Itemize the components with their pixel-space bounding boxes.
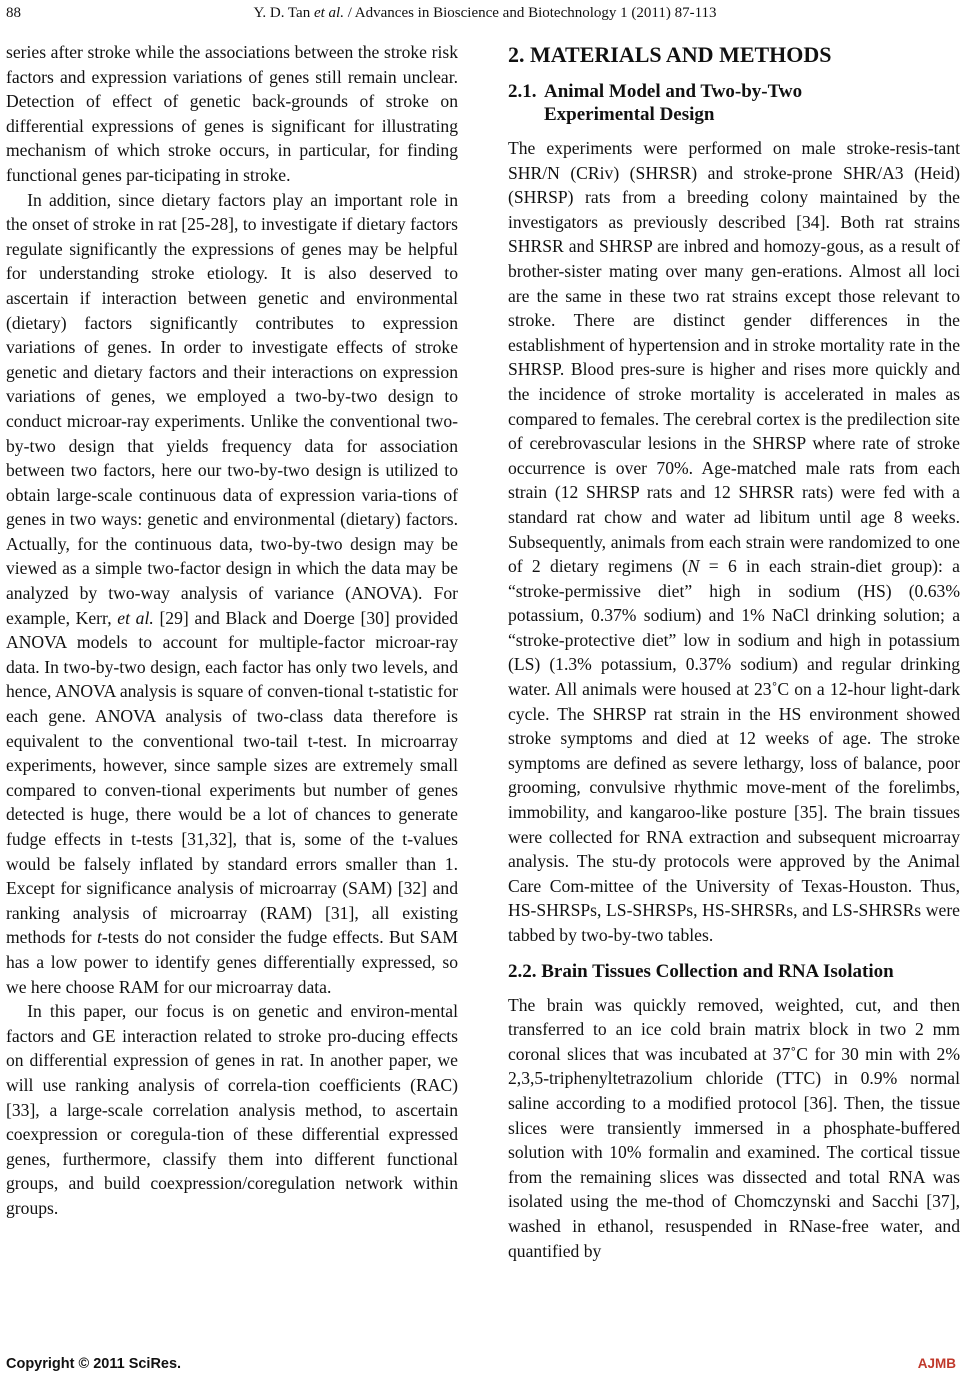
paragraph-animal-model-part-b: = 6 in each strain-diet group): a “stroke-permissive diet” high in sodium (HS) (0.63% potassium, 0.37% sodium) and 1% NaCl drinking solution; a “stroke-protective diet” low in sodium and high in potassium (LS) (1.3% potassium, 0.37% sodium) and regular drinking water. All animals were housed at 23˚C on a 12-hour light-dark cycle. The SHRSP rat strain in the HS environment showed stroke symptoms and died at 12 weeks of age. The stroke symptoms are defined as severe lethargy, loss of balance, poor grooming, convulsive rhythmic move-ment of the forelimbs, immobility, and kangaroo-like posture [35]. The brain tissues were collected for RNA extraction and subsequent microarray analysis. The stu-dy protocols were approved by the Animal Care Com-mittee of the University of Texas-Houston. Thus, HS-SHRSPs, LS-SHRSPs, HS-SHRSRs, and LS-SHRSRs were tabbed by two-by-two tables. [508,556,960,945]
t-italic: t [96,927,102,948]
copyright-notice: Copyright © 2011 SciRes. [6,1356,182,1372]
paragraph-animal-model [508,136,960,948]
paragraph-animal-model-part-a: The experiments were performed on male stroke-resis-tant SHR/N (CRiv) (SHRSR) and stroke-prone SHR/A3 (Heid) (SHRSP) rats from a breeding colony maintained by the investigators as previously described [34]. Both rat strains SHRSR and SHRSP are inbred and homozy-gous, as a result of brother-sister mating over many gen-erations. Almost all loci are the same in these two rat strains except those relevant to stroke. There are distinct gender differences in the establishment of hypertension and in stroke mortality rate in the SHRSP. Blood pres-sure is higher and rises more quickly and the incidence of stroke mortality is accelerated in males as compared to females. The cerebral cortex is the predilection site of cerebrovascular lesions in the SHRSP where rate of stroke occurrence is over 70%. Age-matched male rats from each strain (12 SHRSP rats and 12 SHRSR rats) were fed with a standard rat chow and water ad libitum until age 8 weeks. Subsequently, animals from each strain were randomized to one of 2 dietary regimens ( [508,138,960,577]
subsection-heading-animal-model [508,80,960,126]
paragraph-design-part-b: [29] and Black and Doerge [30] provided ANOVA models to account for multiple-factor microar-ray data. In two-by-two design, each factor has only two levels, and hence, ANOVA analysis is square of conven-tional t-statistic for each gene. ANOVA analysis of two-class data therefore is equivalent to the conventional two-tail t-test. In microarray experiments, however, since sample sizes are extremely small compared to conven-tional experiments but number of genes detected is huge, there would be a lot of chances to generate fudge effects in t-tests [31,32], that is, some of the t-values would be falsely inflated by standard errors smaller than 1. Except for significance analysis of microarray (SAM) [32] and ranking analysis of microarray (RAM) [31], all existing methods for [6,607,458,948]
section-heading-materials-methods: 2. MATERIALS AND METHODS [508,42,832,67]
paragraph-intro-end: series after stroke while the associations between the stroke risk factors and expression variations of genes still remain unclear. Detection of effect of genetic back-grounds of stroke on differential expressions of genes is significant for illustrating mechanism of which stroke occurs, in particular, for finding functional genes par-ticipating in stroke. [6,42,458,185]
paragraph-design-part-c: -tests do not consider the fudge effects. But SAM has a low power to identify genes differentially expressed, so we here choose RAM for our microarray data. [6,927,458,997]
et-al-italic: et al. [117,607,154,628]
paragraph-brain-tissues: The brain was quickly removed, weighted, cut, and then transferred to an ice cold brain matrix block in two 2 mm coronal slices that was incubated at 37˚C for 30 min with 2% 2,3,5-triphenyltetrazolium chloride (TTC) in 0.9% normal saline according to a modified protocol [36]. Then, the tissue slices were transiently immersed in a phosphate-buffered solution with 10% formalin and examined. The cortical tissue from the remaining slices was dissected and total RNA was isolated using the me-thod of Chomczynski and Sacchi [37], washed in ethanol, resuspended in RNase-free water, and quantified by [508,994,960,1261]
page-number: 88 [6,5,21,21]
n-italic: N [687,556,700,577]
page-footer [0,1356,970,1380]
subsection-title-line1: Animal Model and Two-by-Two [544,81,803,102]
page-header [0,0,970,26]
running-head-et-al: et al. [313,5,344,21]
paragraph-design-part-a: In addition, since dietary factors play an important role in the onset of stroke in rat [25-28], to investigate if dietary factors regulate significantly the expressions of genes may be helpful for understanding stroke etiology. It is also deserved to ascertain if interaction between genetic and environmental (dietary) factors significantly contributes to expression variations of genes. In order to investigate effects of stroke genetic and dietary factors and their interactions on expression variations of genes, we employed a two-by-two design to conduct microar-ray experiments. Unlike the conventional two-by-two design that yields frequency data for association between two factors, here our two-by-two design is utilized to obtain large-scale continuous data of expression varia-tions of genes in two ways: genetic and environmental (dietary) factors. Actually, for the continuous data, two-by-two design may be viewed as a simple two-factor design in which the data may be analyzed by two-way analysis of variance (ANOVA). For example, Kerr, [6,189,458,628]
running-head-journal: / Advances in Bioscience and Biotechnology 1 (2011) 87-113 [347,5,717,21]
running-head [0,0,970,26]
left-column [6,40,458,1221]
right-column [508,40,960,1263]
subsection-title-line2: Experimental Design [544,104,715,125]
paragraph-design [6,188,458,1000]
subsection-number: 2.1. [508,81,537,102]
running-head-authors: Y. D. Tan [253,5,311,21]
journal-abbrev: AJMB [917,1356,956,1371]
subsection-heading-brain-tissues: 2.2. Brain Tissues Collection and RNA Isolation [508,960,894,982]
paragraph-focus: In this paper, our focus is on genetic and environ-mental factors and GE interaction related to stroke pro-ducing effects on differential expression of genes in rat. In another paper, we will use ranking analysis of correla-tion coefficients (RAC) [33], a large-scale correlation analysis method, to ascertain coexpression or coregula-tion of these differential expressed genes, furthermore, classify them into different functional groups, and build coexpression/coregulation network within groups. [6,1001,458,1218]
